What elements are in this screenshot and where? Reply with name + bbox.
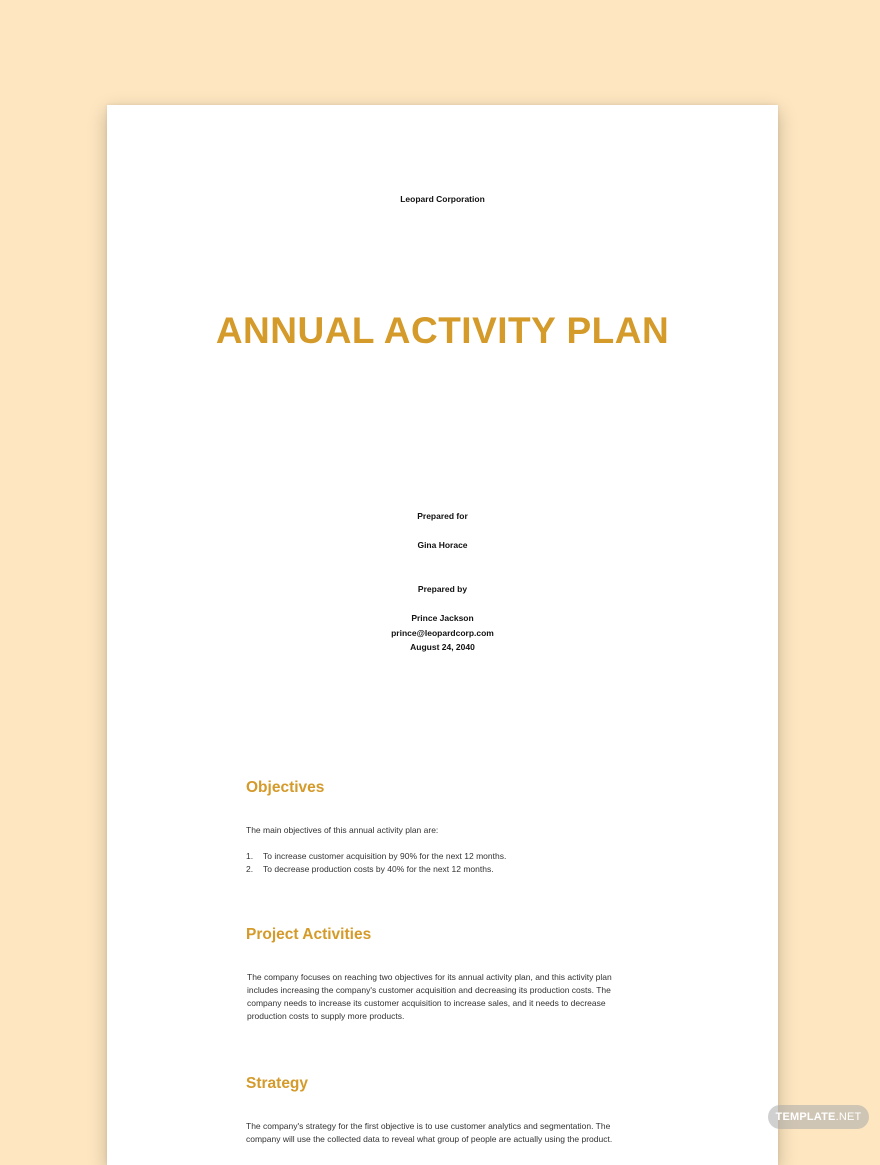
prepared-for-name: Gina Horace <box>417 540 468 550</box>
list-item-text: To increase customer acquisition by 90% for the next 12 months. <box>263 851 507 861</box>
prepared-by-label: Prepared by <box>417 584 468 594</box>
list-item <box>246 863 506 876</box>
list-item-text: To decrease production costs by 40% for the next 12 months. <box>263 864 494 874</box>
prepared-for-label: Prepared for <box>417 511 468 521</box>
document-title: ANNUAL ACTIVITY PLAN <box>215 310 670 351</box>
list-item <box>246 850 506 863</box>
objectives-heading: Objectives <box>246 779 325 796</box>
list-item-number: 1. <box>246 851 254 861</box>
strategy-heading: Strategy <box>246 1075 309 1092</box>
watermark-suffix: .NET <box>835 1111 862 1123</box>
project-activities-paragraph: The company focuses on reaching two objectives for its annual activity plan, and this activity plan includes increasing the company's customer acquisition and decreasing its production costs. The company needs to increase its customer acquisition to increase sales, and it needs to decrease production costs to supply more products. <box>247 972 612 1021</box>
list-item-number: 2. <box>246 864 254 874</box>
project-activities-heading: Project Activities <box>246 926 372 943</box>
strategy-paragraph: The company's strategy for the first objective is to use customer analytics and segmentation. The company will use the collected data to reveal what group of people are actually using the product. <box>246 1121 613 1144</box>
prepared-by-name: Prince Jackson <box>411 613 474 623</box>
objectives-intro: The main objectives of this annual activity plan are: <box>246 825 439 835</box>
prepared-by-email: prince@leopardcorp.com <box>391 627 494 638</box>
document-page <box>107 105 778 1165</box>
document-date: August 24, 2040 <box>410 642 475 652</box>
company-name: Leopard Corporation <box>400 194 485 204</box>
objectives-list <box>246 850 506 876</box>
prepared-by-block <box>107 611 778 655</box>
watermark-brand: TEMPLATE <box>775 1111 836 1123</box>
template-net-watermark <box>768 1105 869 1129</box>
